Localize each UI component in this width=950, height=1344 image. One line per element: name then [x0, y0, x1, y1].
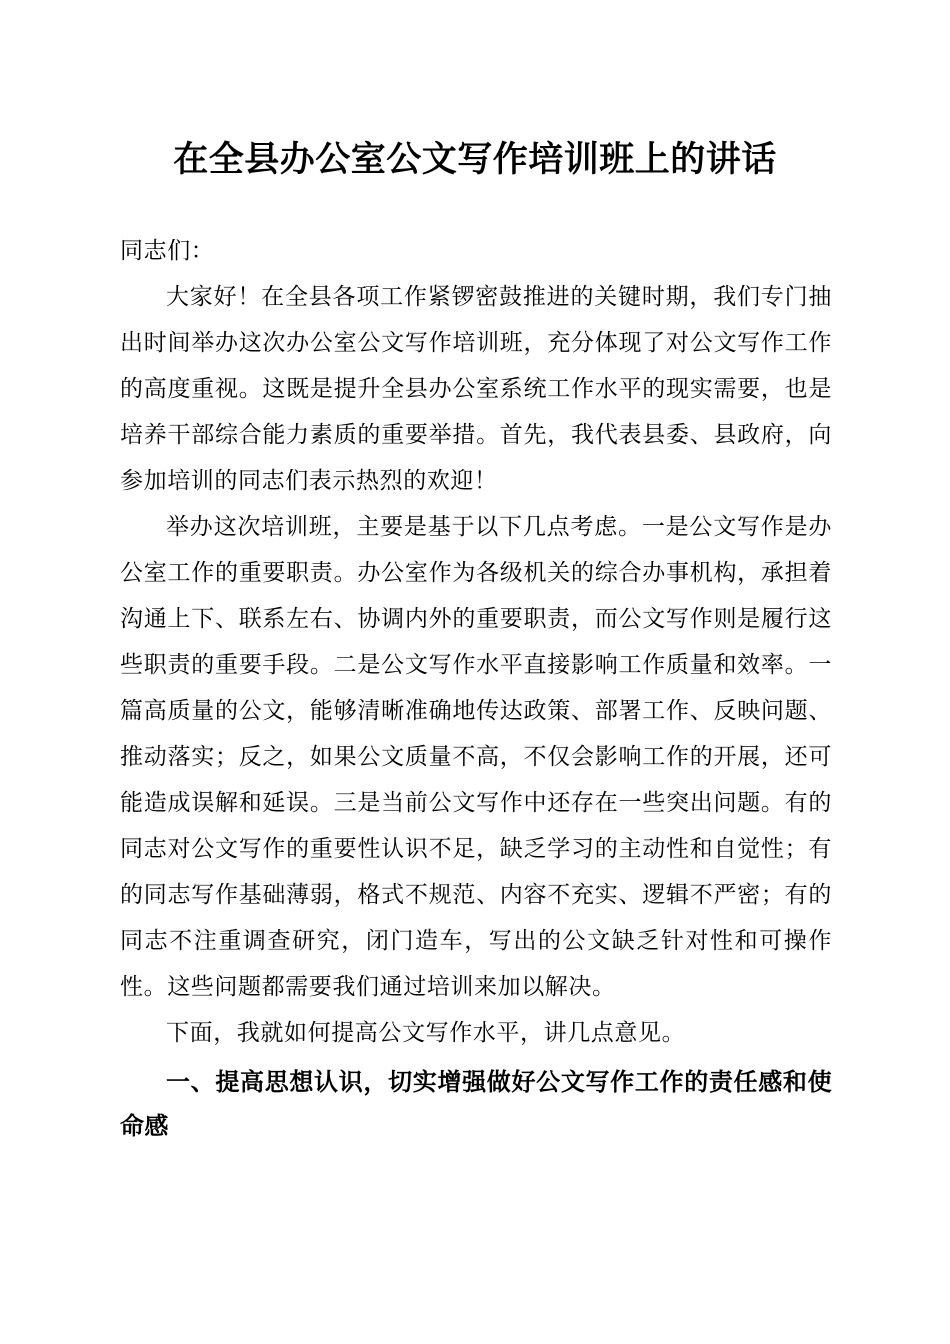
document-title: 在全县办公室公文写作培训班上的讲话 [173, 139, 777, 180]
salutation: 同志们： [120, 238, 215, 264]
paragraph-reasons: 举办这次培训班，主要是基于以下几点考虑。一是公文写作是办公室工作的重要职责。办公室作为各级机关的综合办事机构，承担着沟通上下、联系左右、协调内外的重要职责，而公文写作则是履行这些职责的重要手段。二是公文写作水平直接影响工作质量和效率。一篇高质量的公文，能够清晰准确地传达政策、部署工作、反映问题、推动落实；反之，如果公文质量不高，不仅会影响工作的开展，还可能造成误解和延误。三是当前公文写作中还存在一些突出问题。有的同志对公文写作的重要性认识不足，缺乏学习的主动性和自觉性；有的同志写作基础薄弱，格式不规范、内容不充实、逻辑不严密；有的同志不注重调查研究，闭门造车，写出的公文缺乏针对性和可操作性。这些问题都需要我们通过培训来加以解决。 [120, 514, 832, 1000]
paragraph-greeting: 大家好！在全县各项工作紧锣密鼓推进的关键时期，我们专门抽出时间举办这次办公室公文写作培训班，充分体现了对公文写作工作的高度重视。这既是提升全县办公室系统工作水平的现实需要，也是培养干部综合能力素质的重要举措。首先，我代表县委、县政府，向参加培训的同志们表示热烈的欢迎！ [120, 284, 832, 494]
paragraph-transition: 下面，我就如何提高公文写作水平，讲几点意见。 [166, 1020, 686, 1046]
section-heading-1: 一、提高思想认识，切实增强做好公文写作工作的责任感和使命感 [120, 1068, 832, 1140]
document-body [120, 228, 832, 1148]
